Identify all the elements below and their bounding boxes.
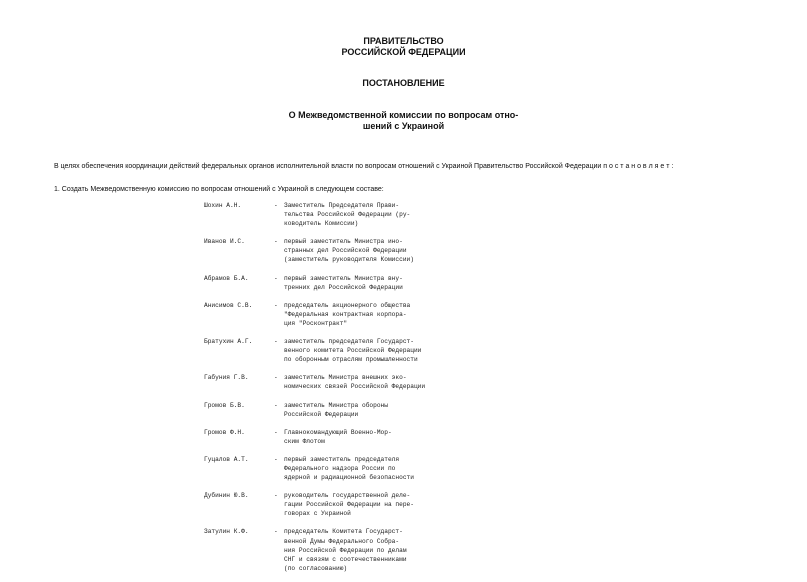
member-dash: - [274, 455, 278, 463]
member-name: Шохин А.Н. [204, 202, 242, 209]
member-row [204, 401, 504, 419]
member-dash: - [274, 492, 278, 500]
member-row [204, 373, 504, 391]
document-subject-line1: О Межведомственной комиссии по вопросам отно- [288, 110, 519, 120]
government-title-line2: РОССИЙСКОЙ ФЕДЕРАЦИИ [341, 47, 466, 57]
member-dash: - [274, 374, 278, 382]
member-row [204, 274, 504, 292]
member-dash: - [274, 238, 278, 246]
member-position: заместитель Министра обороны Российской Федерации [284, 401, 388, 418]
member-name: Абрамов Б.А. [204, 274, 249, 282]
member-name: Гуцалов А.Т. [204, 455, 249, 463]
document-subject-line2: шений с Украиной [362, 121, 445, 131]
member-name: Дубинин Ю.В. [204, 492, 249, 500]
member-position: руководитель государственной деле- гации Российской Федерации на пере- говорах с Украиной [284, 492, 414, 518]
member-name: Иванов И.С. [204, 238, 245, 246]
member-position: первый заместитель Министра ино- странных дел Российской Федерации (заместитель руководителя Комиссии) [284, 238, 414, 264]
member-row [204, 301, 504, 328]
preamble-paragraph: В целях обеспечения координации действий федеральных органов исполнительной власти по вопросам отношений с Украиной Правительство Российской Федерации п о с т а н о в л я е т : [54, 163, 674, 170]
member-name: Братухин А.Г. [204, 338, 253, 346]
member-row [204, 491, 504, 518]
member-position: Главнокомандующий Военно-Мор- ским Флотом [284, 428, 392, 445]
member-dash: - [274, 202, 278, 209]
document-subject [0, 110, 807, 132]
member-position: заместитель Министра внешних эко- номических связей Российской Федерации [284, 374, 426, 391]
member-position: председатель акционерного общества "Федеральная контрактная корпора- ция "Росконтракт" [284, 301, 411, 327]
member-position: заместитель председателя Государст- венного комитета Российской Федерации по оборонным отраслям промышленности [284, 338, 422, 364]
member-position: первый заместитель председателя Федерального надзора России по ядерной и радиационной безопасности [284, 455, 414, 482]
member-dash: - [274, 301, 278, 309]
member-row [204, 201, 504, 228]
member-name: Громов Б.В. [204, 401, 245, 409]
member-name: Анисимов С.В. [204, 301, 253, 309]
member-row [204, 428, 504, 446]
member-name: Громов Ф.Н. [204, 428, 245, 436]
member-position: первый заместитель Министра вну- тренних дел Российской Федерации [284, 274, 403, 291]
member-name: Затулин К.Ф. [204, 528, 249, 536]
commission-members-list [204, 201, 504, 582]
document-type-heading: ПОСТАНОВЛЕНИЕ [362, 78, 445, 88]
member-dash: - [274, 428, 278, 436]
item-one-paragraph: 1. Создать Межведомственную комиссию по вопросам отношений с Украиной в следующем составе: [54, 186, 384, 193]
member-row [204, 337, 504, 364]
member-row [204, 527, 504, 572]
member-dash: - [274, 274, 278, 282]
member-dash: - [274, 528, 278, 536]
member-name: Габуния Г.В. [204, 374, 249, 382]
government-title-line1: ПРАВИТЕЛЬСТВО [363, 36, 444, 46]
member-row [204, 237, 504, 264]
member-position: председатель Комитета Государст- венной Думы Федерального Собра- ния Российской Федерации по делам СНГ и связям с соотечественниками (по согласованию) [284, 528, 407, 572]
member-position: Заместитель Председателя Прави- тельства Российской Федерации (ру- ководитель Комиссии) [284, 202, 411, 228]
member-dash: - [274, 401, 278, 409]
member-row [204, 455, 504, 482]
government-title [0, 36, 807, 58]
member-dash: - [274, 338, 278, 346]
